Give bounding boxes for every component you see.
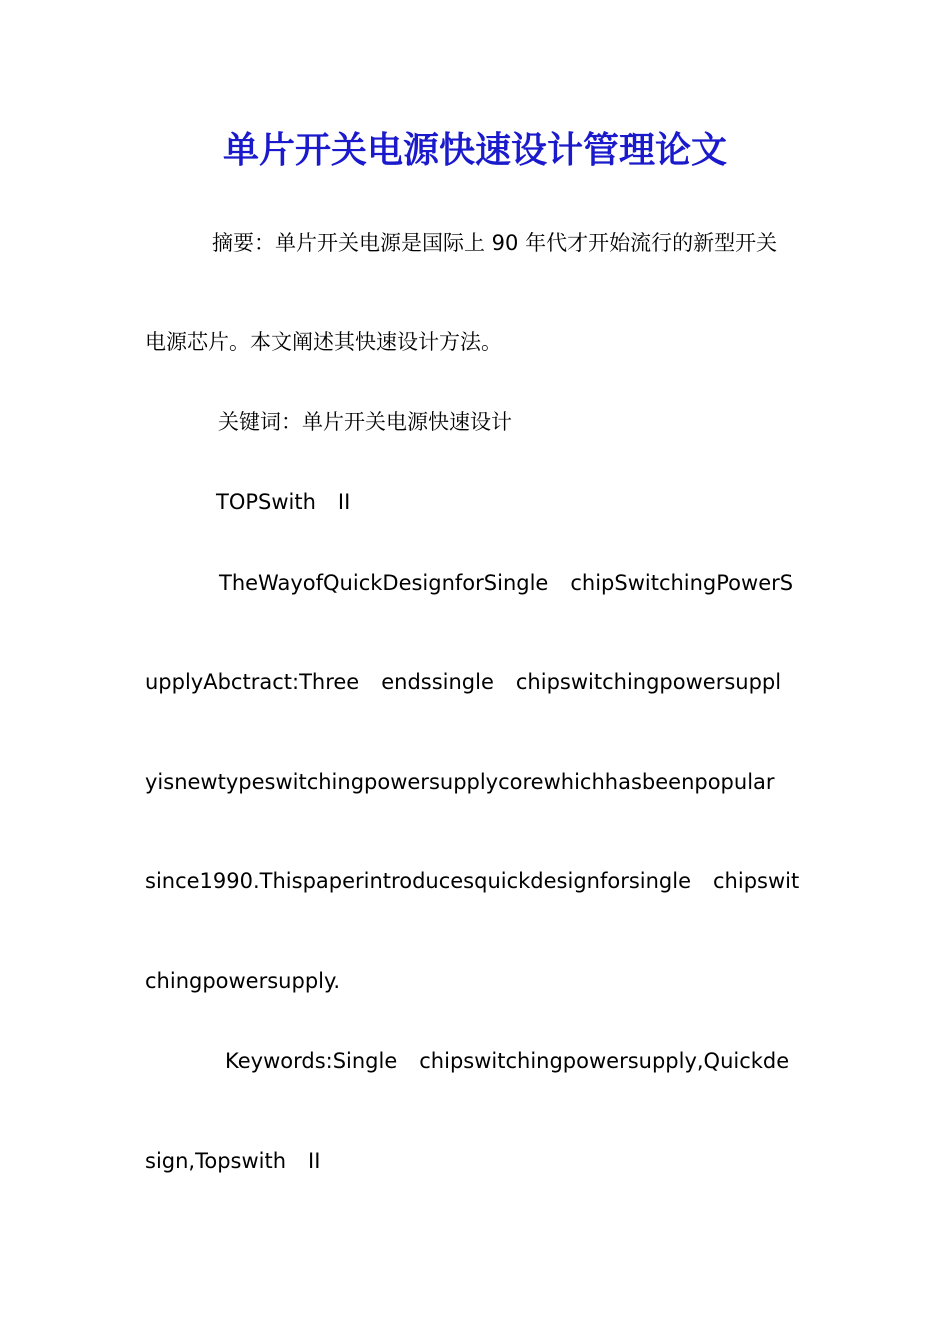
keywords-cn: 关键词：单片开关电源快速设计 (218, 410, 512, 434)
keywords-en-line-2-a: sign,Topswith (145, 1149, 287, 1173)
english-title-part-1: TheWayofQuickDesignforSingle (219, 571, 549, 595)
keywords-en-line-1 (225, 1047, 789, 1075)
english-title (219, 569, 793, 597)
abstract-en-line-3-b: chipswit (713, 869, 800, 893)
abstract-cn-line-2: 电源芯片。本文阐述其快速设计方法。 (145, 330, 502, 354)
abstract-en-line-1 (145, 668, 781, 696)
topswitch-line (216, 488, 350, 516)
keywords-en-part-1: Keywords:Single (225, 1049, 398, 1073)
abstract-en-line-4: chingpowersupply. (145, 969, 341, 993)
abstract-en-line-2: yisnewtypeswitchingpowersupplycorewhichhasbeenpopular (145, 770, 775, 794)
keywords-en-line-2 (145, 1147, 320, 1175)
abstract-en-line-3-a: since1990.Thispaperintroducesquickdesignforsingle (145, 869, 691, 893)
keywords-en-line-2-b: II (308, 1149, 321, 1173)
abstract-en-line-1-a: upplyAbctract:Three (145, 670, 360, 694)
abstract-en-line-1-c: chipswitchingpowersuppl (515, 670, 782, 694)
topswitch-suffix: II (337, 490, 351, 514)
abstract-en-line-3 (145, 867, 799, 895)
keywords-en-part-2: chipswitchingpowersupply,Quickde (419, 1049, 790, 1073)
english-title-part-2: chipSwitchingPowerS (570, 571, 794, 595)
abstract-cn-line-1: 摘要：单片开关电源是国际上 90 年代才开始流行的新型开关 (212, 231, 778, 255)
abstract-en-line-1-b: endssingle (381, 670, 494, 694)
document-title: 单片开关电源快速设计管理论文 (222, 129, 727, 171)
topswitch-text: TOPSwith (216, 490, 316, 514)
